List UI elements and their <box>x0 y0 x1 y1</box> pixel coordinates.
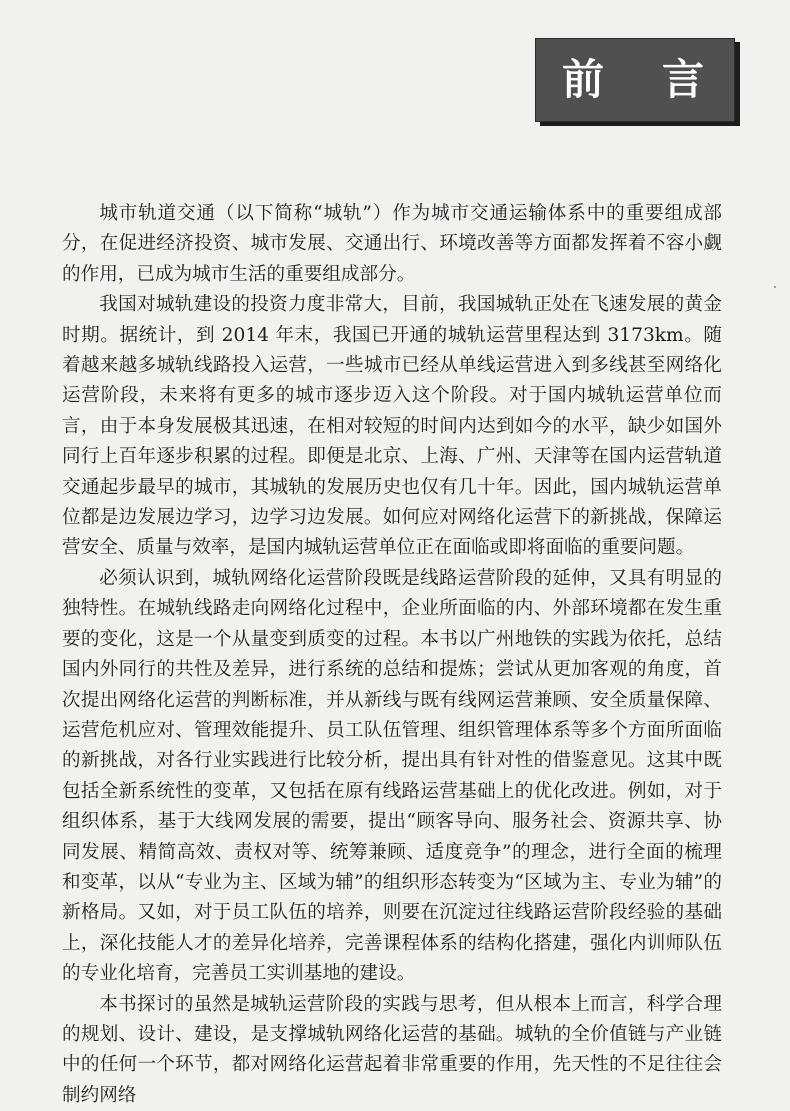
paragraph-1: 城市轨道交通（以下简称“城轨”）作为城市交通运输体系中的重要组成部分，在促进经济投资、城市发展、交通出行、环境改善等方面都发挥着不容小觑的作用，已成为城市生活的重要组成部分。 <box>62 203 722 285</box>
chapter-title-char-2: 言 <box>661 55 704 104</box>
paragraph-2: 我国对城轨建设的投资力度非常大，目前，我国城轨正处在飞速发展的黄金时期。据统计，到 2014 年末，我国已开通的城轨运营里程达到 3173km。随着越来越多城轨线路投入运营，一些城市已经从单线运营进入到多线甚至网络化运营阶段，未来将有更多的城市逐步迈入这个阶段。对于国内城轨运营单位而言，由于本身发展极其迅速，在相对较短的时间内达到如今的水平，缺少如国外同行上百年逐步积累的过程。即便是北京、上海、广州、天津等在国内运营轨道交通起步最早的城市，其城轨的发展历史也仅有几十年。因此，国内城轨运营单位都是边发展边学习，边学习边发展。如何应对网络化运营下的新挑战，保障运营安全、质量与效率，是国内城轨运营单位正在面临或即将面临的重要问题。 <box>62 294 722 559</box>
scan-speck <box>774 286 776 288</box>
chapter-title-banner <box>535 38 735 122</box>
paragraph-3: 必须认识到，城轨网络化运营阶段既是线路运营阶段的延伸，又具有明显的独特性。在城轨线路走向网络化过程中，企业所面临的内、外部环境都在发生重要的变化，这是一个从量变到质变的过程。本书以广州地铁的实践为依托，总结国内外同行的共性及差异，进行系统的总结和提炼；尝试从更加客观的角度，首次提出网络化运营的判断标准，并从新线与既有线网运营兼顾、安全质量保障、运营危机应对、管理效能提升、员工队伍管理、组织管理体系等多个方面所面临的新挑战，对各行业实践进行比较分析，提出具有针对性的借鉴意见。这其中既包括全新系统性的变革，又包括在原有线路运营基础上的优化改进。例如，对于组织体系，基于大线网发展的需要，提出“顾客导向、服务社会、资源共享、协同发展、精简高效、责权对等、统筹兼顾、适度竞争”的理念，进行全面的梳理和变革，以从“专业为主、区域为辅”的组织形态转变为“区域为主、专业为辅”的新格局。又如，对于员工队伍的培养，则要在沉淀过往线路运营阶段经验的基础上，深化技能人才的差异化培养，完善课程体系的结构化搭建，强化内训师队伍的专业化培育，完善员工实训基地的建设。 <box>62 567 722 985</box>
body-text <box>62 199 722 1111</box>
chapter-title-char-1: 前 <box>562 55 605 104</box>
paragraph-4: 本书探讨的虽然是城轨运营阶段的实践与思考，但从根本上而言，科学合理的规划、设计、建设，是支撑城轨网络化运营的基础。城轨的全价值链与产业链中的任何一个环节，都对网络化运营起着非常重要的作用，先天性的不足往往会制约网络 <box>62 993 722 1106</box>
